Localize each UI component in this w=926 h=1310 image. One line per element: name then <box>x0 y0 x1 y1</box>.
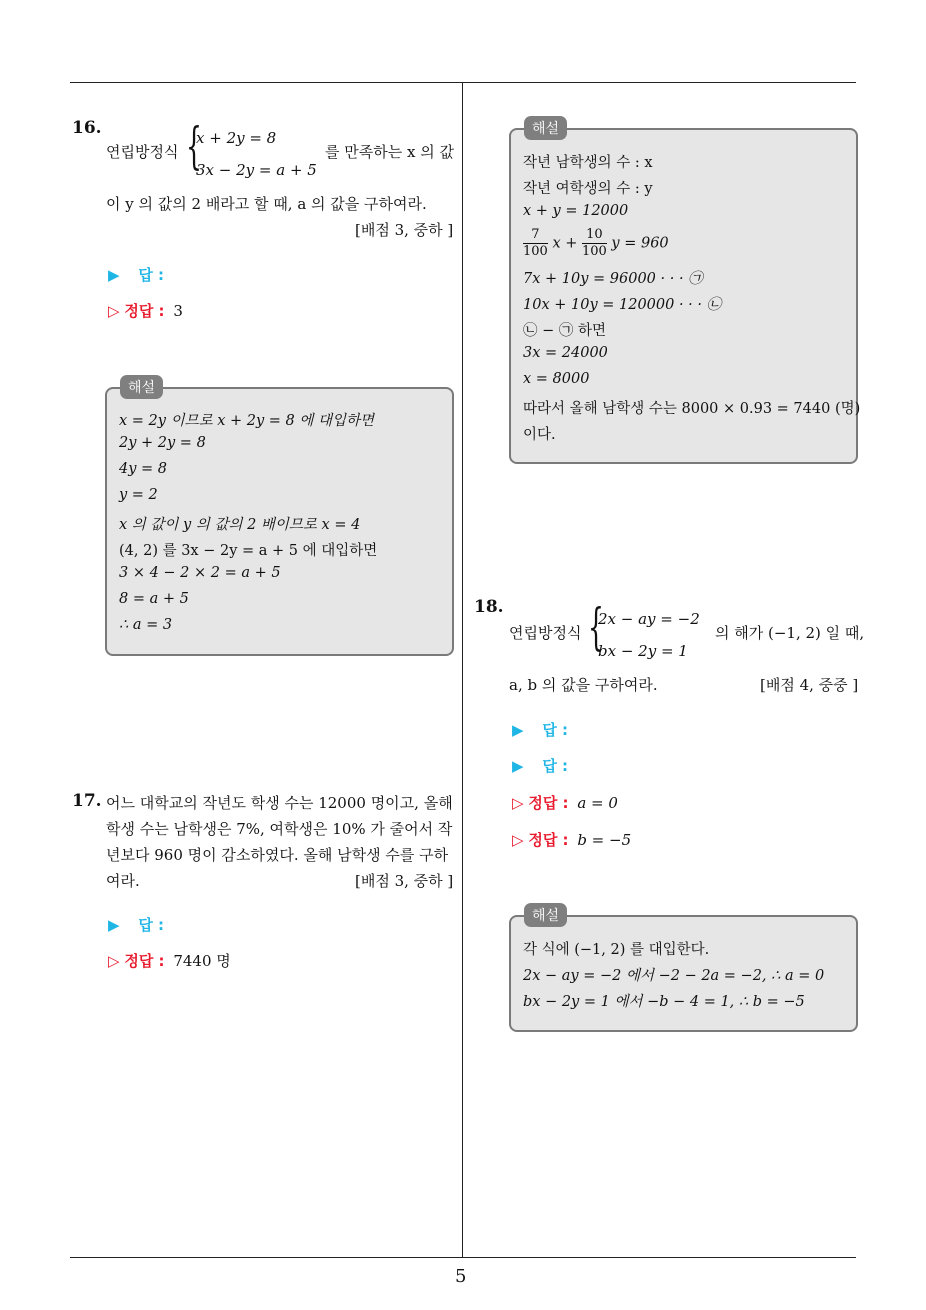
q16-number: 16. <box>72 118 102 138</box>
q16-eq2: 3x − 2y = a + 5 <box>196 161 317 179</box>
q16-tail: 를 만족하는 x 의 값 <box>325 143 454 161</box>
q17-sol-line: x + y = 12000 <box>523 203 629 219</box>
q17-sol-line: 3x = 24000 <box>523 345 608 361</box>
q18-line2: a, b 의 값을 구하여라. <box>509 676 658 694</box>
q16-brace: { <box>185 117 202 175</box>
fraction <box>523 227 548 260</box>
q16-sol-line: 8 = a + 5 <box>119 591 189 607</box>
q16-solution-box <box>105 387 454 656</box>
q18-solution-box <box>509 915 858 1032</box>
q18-sol-line: bx − 2y = 1 에서 −b − 4 = 1, ∴ b = −5 <box>523 994 805 1010</box>
q18-sol-line: 2x − ay = −2 에서 −2 − 2a = −2, ∴ a = 0 <box>523 968 825 984</box>
page-number: 5 <box>455 1266 467 1287</box>
fraction-denominator: 100 <box>581 244 607 259</box>
q18-sol-line: 각 식에 (−1, 2) 를 대입한다. <box>523 942 710 958</box>
q17-sol-line: ㉡ − ㉠ 하면 <box>523 323 606 339</box>
q16-correct-label: 정답 : <box>124 302 165 320</box>
q16-sol-line: x 의 값이 y 의 값의 2 배이므로 x = 4 <box>119 517 361 533</box>
q18-correct-row-2 <box>512 829 631 850</box>
q16-correct-row <box>108 300 183 321</box>
q16-correct-value: 3 <box>173 302 183 320</box>
correct-arrow-icon: ▷ <box>512 831 524 849</box>
q17-line: 어느 대학교의 작년도 학생 수는 12000 명이고, 올해 <box>106 794 453 812</box>
q18-correct-row-1 <box>512 792 618 813</box>
q16-lead: 연립방정식 <box>106 143 179 161</box>
q18-correct-label: 정답 : <box>528 794 569 812</box>
q16-answer-row <box>108 264 164 285</box>
q17-correct-row <box>108 950 231 971</box>
fraction-denominator: 100 <box>523 244 548 259</box>
q16-line2: 이 y 의 값의 2 배라고 할 때, a 의 값을 구하여라. <box>106 195 427 213</box>
fraction <box>582 227 607 260</box>
q17-sol-line: 이다. <box>523 427 556 443</box>
q17-sol-line: 7x + 10y = 96000 · · · ㉠ <box>523 271 703 287</box>
q17-answer-label: 답 : <box>138 916 165 934</box>
correct-arrow-icon: ▷ <box>108 302 120 320</box>
q18-brace: { <box>587 598 604 656</box>
q17-sol-line: 작년 남학생의 수 : x <box>523 155 653 171</box>
answer-arrow-icon: ▶ <box>108 266 120 284</box>
q18-answer-label: 답 : <box>542 757 569 775</box>
q17-answer-row <box>108 914 164 935</box>
q17-sol-line: x = 8000 <box>523 371 590 387</box>
q18-tail: 의 해가 (−1, 2) 일 때, <box>715 624 865 642</box>
q17-line: 학생 수는 남학생은 7%, 여학생은 10% 가 줄어서 작 <box>106 820 453 838</box>
q17-correct-value: 7440 명 <box>173 952 231 970</box>
q18-solution-tag: 해설 <box>524 903 567 927</box>
q17-line: 여라. <box>106 872 140 890</box>
q16-sol-line: 4y = 8 <box>119 461 168 477</box>
q18-answer-label: 답 : <box>542 721 569 739</box>
q17-line: 년보다 960 명이 감소하였다. 올해 남학생 수를 구하 <box>106 846 449 864</box>
q18-answer-row-1 <box>512 719 568 740</box>
q16-solution-tag: 해설 <box>120 375 163 399</box>
q16-sol-line: y = 2 <box>119 487 158 503</box>
q16-sol-line: 2y + 2y = 8 <box>119 435 206 451</box>
q18-eq2: bx − 2y = 1 <box>598 642 688 660</box>
answer-arrow-icon: ▶ <box>108 916 120 934</box>
q17-meta: [배점 3, 중하 ] <box>355 872 454 890</box>
q17-correct-label: 정답 : <box>124 952 165 970</box>
q17-sol-fraction-line <box>523 227 669 260</box>
q17-sol-line: 따라서 올해 남학생 수는 8000 × 0.93 = 7440 (명) <box>523 401 861 417</box>
q17-solution-tag: 해설 <box>524 116 567 140</box>
q18-answer-row-2 <box>512 755 568 776</box>
q18-eq1: 2x − ay = −2 <box>598 610 700 628</box>
q18-correct-value-b: b = −5 <box>577 831 632 849</box>
q16-eq1: x + 2y = 8 <box>196 129 277 147</box>
correct-arrow-icon: ▷ <box>512 794 524 812</box>
q17-solution-box <box>509 128 861 464</box>
q16-answer-label: 답 : <box>138 266 165 284</box>
q18-correct-label: 정답 : <box>528 831 569 849</box>
q16-sol-line: ∴ a = 3 <box>119 617 173 633</box>
q18-meta: [배점 4, 중중 ] <box>760 676 859 694</box>
q18-correct-value-a: a = 0 <box>577 794 618 812</box>
q17-number: 17. <box>72 791 102 811</box>
q18-number: 18. <box>474 597 504 617</box>
q16-sol-line: (4, 2) 를 3x − 2y = a + 5 에 대입하면 <box>119 543 378 559</box>
q16-meta: [배점 3, 중하 ] <box>355 221 454 239</box>
fraction-numerator: 10 <box>582 227 607 244</box>
q16-sol-line: x = 2y 이므로 x + 2y = 8 에 대입하면 <box>119 413 375 429</box>
bottom-rule <box>70 1257 856 1258</box>
column-divider <box>462 83 463 1257</box>
answer-arrow-icon: ▶ <box>512 757 524 775</box>
fraction-tail: y = 960 <box>611 235 669 252</box>
fraction-numerator: 7 <box>523 227 548 244</box>
answer-arrow-icon: ▶ <box>512 721 524 739</box>
q18-lead: 연립방정식 <box>509 624 582 642</box>
fraction-mid: x + <box>552 235 578 252</box>
q17-sol-line: 10x + 10y = 120000 · · · ㉡ <box>523 297 722 313</box>
q17-sol-line: 작년 여학생의 수 : y <box>523 181 653 197</box>
q16-sol-line: 3 × 4 − 2 × 2 = a + 5 <box>119 565 281 581</box>
correct-arrow-icon: ▷ <box>108 952 120 970</box>
top-rule <box>70 82 856 83</box>
